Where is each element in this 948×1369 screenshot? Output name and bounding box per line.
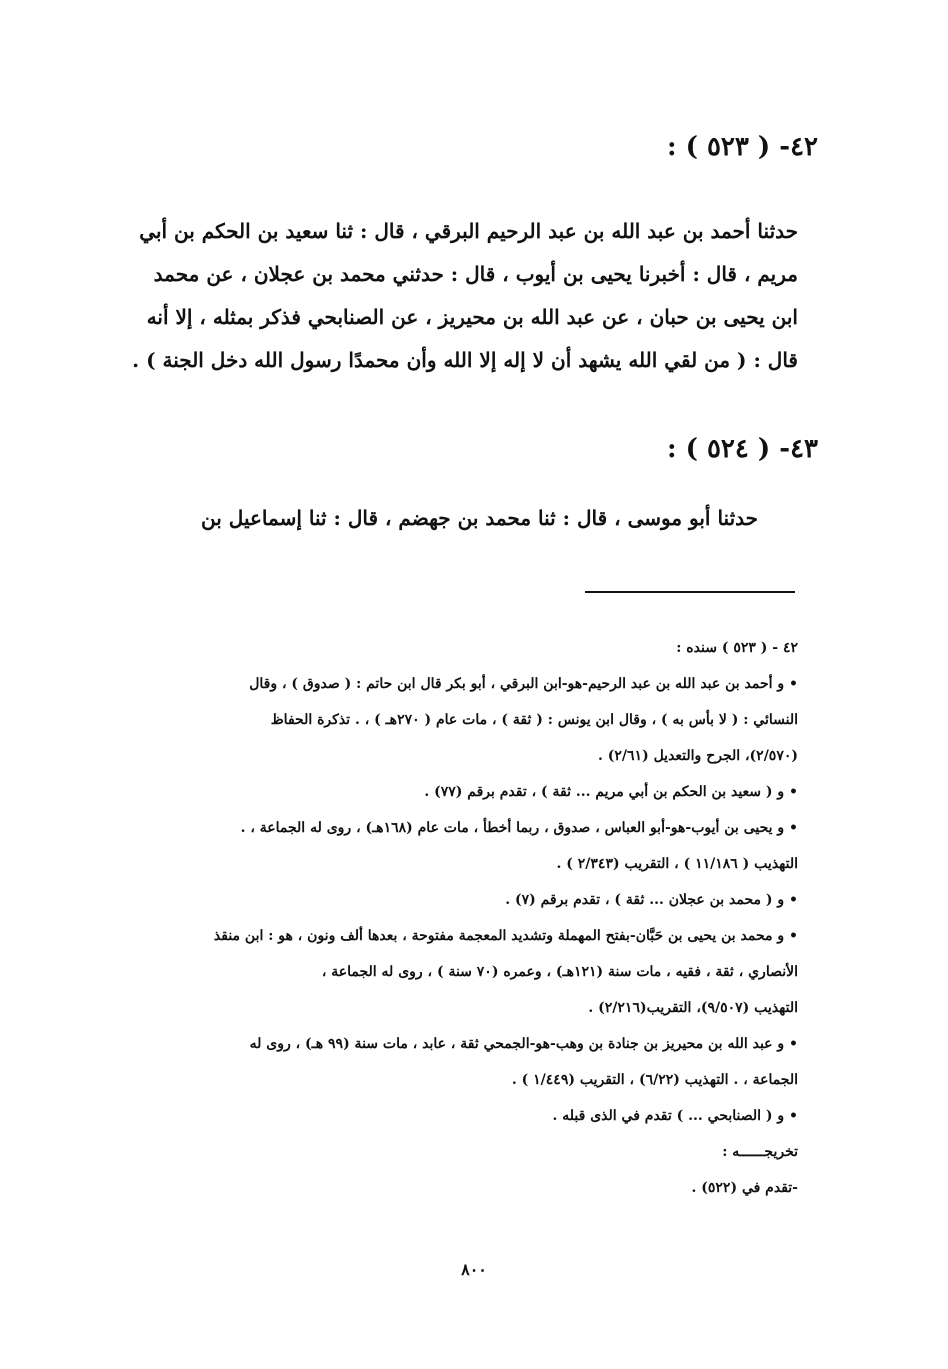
page-number: ٨٠٠ xyxy=(461,1260,487,1279)
text-line: مريم ، قال : أخبرنا يحيى بن أيوب ، قال : حدثني محمد بن عجلان ، عن محمد xyxy=(153,262,798,286)
footnote-line: الأنصاري ، ثقة ، فقيه ، مات سنة (١٢١هـ) ، وعمره (٧٠ سنة ) ، روى له الجماعة ، xyxy=(321,964,798,980)
footnote-title: ٤٢ - ( ٥٢٣ ) سنده : xyxy=(676,640,798,656)
footnote-line: الجماعة ، . التهذيب (٦/٢٢) ، التقريب (١/٤٤٩ ) . xyxy=(511,1072,798,1088)
hadith-heading-42: ٤٢- ( ٥٢٣ ) : xyxy=(666,132,818,162)
footnote-line: التهذيب (٩/٥٠٧)، التقريب(٢/٢١٦) . xyxy=(588,1000,798,1016)
footnote-line: • و محمد بن يحيى بن حَبَّان-بفتح المهملة وتشديد المعجمة مفتوحة ، بعدها ألف ونون ، هو : ابن منقذ xyxy=(213,928,798,944)
footnote-line: • و ( محمد بن عجلان ... ثقة ) ، تقدم برقم (٧) . xyxy=(505,892,798,908)
text-line: قال : ( من لقي الله يشهد أن لا إله إلا الله وأن محمدًا رسول الله دخل الجنة ) . xyxy=(132,348,798,372)
hadith-text-42 xyxy=(120,210,798,382)
footnote-line: • و يحيى بن أيوب-هو-أبو العباس ، صدوق ، ربما أخطأ ، مات عام (١٦٨هـ) ، روى له الجماعة ، . xyxy=(240,820,798,836)
footnote-line: النسائي : ( لا بأس به ) ، وقال ابن يونس : ( ثقة ) ، مات عام ( ٢٧٠هـ ) ، . تذكرة الحفاظ xyxy=(270,712,798,728)
footnote-line: • و عبد الله بن محيريز بن جنادة بن وهب-هو-الجمحي ثقة ، عابد ، مات سنة (٩٩ هـ) ، روى له xyxy=(249,1036,798,1052)
hadith-text-43: حدثنا أبو موسى ، قال : ثنا محمد بن جهضم ، قال : ثنا إسماعيل بن xyxy=(201,506,758,530)
text-line: ابن يحيى بن حبان ، عن عبد الله بن محيريز ، عن الصنابحي فذكر بمثله ، إلا أنه xyxy=(146,305,798,329)
text-line: حدثنا أحمد بن عبد الله بن عبد الرحيم البرقي ، قال : ثنا سعيد بن الحكم بن أبي xyxy=(139,219,798,243)
hadith-heading-43: ٤٣- ( ٥٢٤ ) : xyxy=(666,434,818,464)
footnotes xyxy=(130,630,798,1206)
takhrij-title: تخريجــــــه : xyxy=(722,1144,798,1160)
takhrij-line: -تقدم في (٥٢٢) . xyxy=(691,1180,798,1196)
footnote-line: • و ( الصنابحي ... ) تقدم في الذى قبله . xyxy=(552,1108,798,1124)
footnote-divider xyxy=(585,591,795,593)
footnote-line: التهذيب ( ١١/١٨٦ ) ، التقريب (٢/٣٤٣ ) . xyxy=(556,856,798,872)
footnote-line: • و أحمد بن عبد الله بن عبد الرحيم-هو-ابن البرقي ، أبو بكر قال ابن حاتم : ( صدوق ) ، وقال xyxy=(249,676,798,692)
footnote-line: • و ( سعيد بن الحكم بن أبي مريم ... ثقة ) ، تقدم برقم (٧٧) . xyxy=(424,784,798,800)
footnote-line: (٢/٥٧٠)، الجرح والتعديل (٢/٦١) . xyxy=(598,748,798,764)
